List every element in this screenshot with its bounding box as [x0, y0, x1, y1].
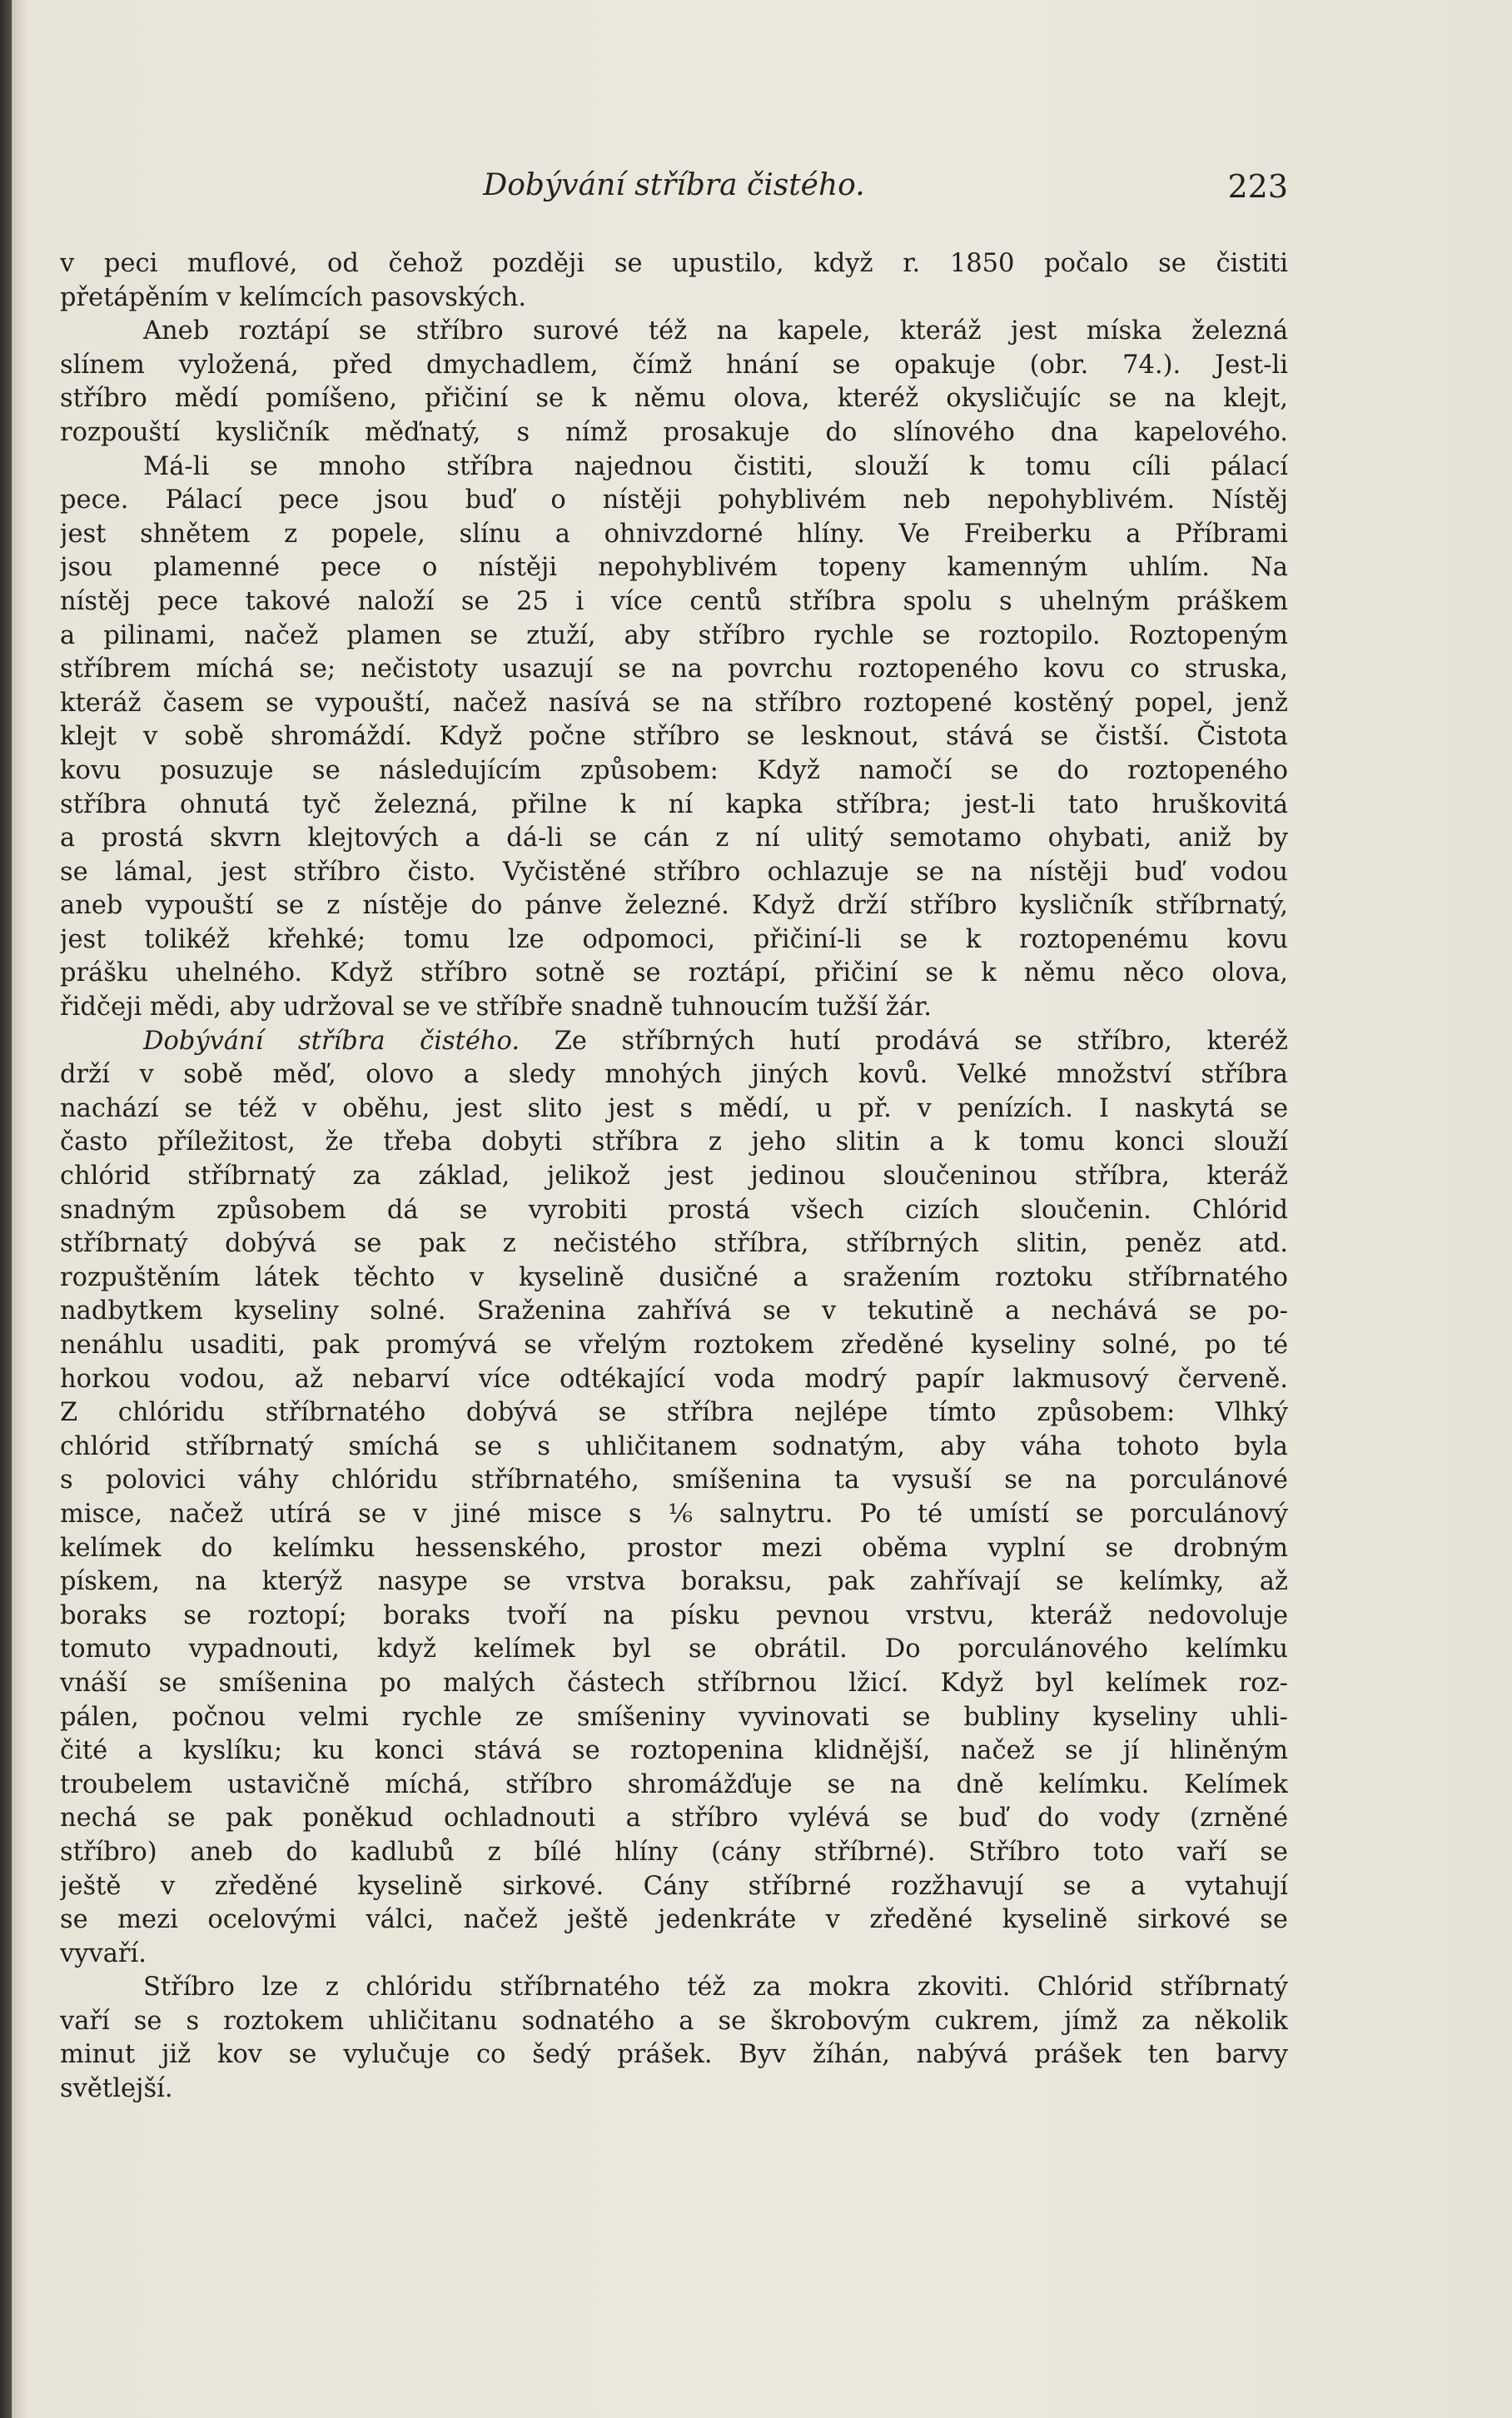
text-line: drží v sobě měď, olovo a sledy mnohých jiných kovů. Velké množství stříbra: [60, 1060, 1288, 1090]
text-line: snadným způsobem dá se vyrobiti prostá všech cizích sloučenin. Chlórid: [60, 1195, 1288, 1225]
text-line: jsou plamenné pece o nístěji nepohyblivém topeny kamenným uhlím. Na: [60, 553, 1288, 583]
text-line: chlórid stříbrnatý za základ, jelikož jest jedinou sloučeninou stříbra, kteráž: [60, 1162, 1288, 1192]
text-line: minut již kov se vylučuje co šedý prášek. Byv žíhán, nabývá prášek ten barvy: [60, 2040, 1288, 2070]
text-line: často příležitost, že třeba dobyti stříbra z jeho slitin a k tomu konci slouží: [60, 1127, 1288, 1157]
text-line: slínem vyložená, před dmychadlem, čímž hnání se opakuje (obr. 74.). Jest-li: [60, 350, 1288, 380]
text-line: stříbrem míchá se; nečistoty usazují se na povrchu roztopeného kovu co struska,: [60, 654, 1288, 684]
text-line: stříbro mědí pomíšeno, přičiní se k němu olova, kteréž okysličujíc se na klejt,: [60, 384, 1288, 414]
text-line: boraks se roztopí; boraks tvoří na písku pevnou vrstvu, kteráž nedovoluje: [60, 1600, 1288, 1630]
text-line: čité a kyslíku; ku konci stává se roztopenina klidnější, načež se jí hliněným: [60, 1736, 1288, 1766]
text-line: stříbra ohnutá tyč železná, přilne k ní kapka stříbra; jest-li tato hruškovitá: [60, 789, 1288, 819]
page-header: [60, 168, 1288, 218]
text-line: stříbrnatý dobývá se pak z nečistého stříbra, stříbrných slitin, peněz atd.: [60, 1229, 1288, 1259]
text-line: rozpuštěním látek těchto v kyselině dusičné a sražením roztoku stříbrnatého: [60, 1262, 1288, 1292]
text-line: aneb vypouští se z nístěje do pánve železné. Když drží stříbro kysličník stříbrnatý,: [60, 891, 1288, 921]
text-line: nadbytkem kyseliny solné. Sraženina zahřívá se v tekutině a nechává se po-: [60, 1296, 1288, 1326]
text-line: tomuto vypadnouti, když kelímek byl se obrátil. Do porculánového kelímku: [60, 1634, 1288, 1664]
text-line: Stříbro lze z chlóridu stříbrnatého též za mokra zkoviti. Chlórid stříbrnatý: [143, 1973, 1288, 2003]
text-line: vaří se s roztokem uhličitanu sodnatého a se škrobovým cukrem, jímž za několik: [60, 2006, 1288, 2036]
text-line: Má-li se mnoho stříbra najednou čistiti, slouží k tomu cíli pálací: [143, 451, 1288, 481]
text-line: nenáhlu usaditi, pak promývá se vřelým roztokem zředěné kyseliny solné, po té: [60, 1331, 1288, 1360]
text-line: klejt v sobě shromáždí. Když počne stříbro se lesknout, stává se čistší. Čistota: [60, 722, 1288, 752]
text-line: ještě v zředěné kyselině sirkové. Cány stříbrné rozžhavují se a vytahují: [60, 1871, 1288, 1901]
text-line: nachází se též v oběhu, jest slito jest s mědí, u př. v penízích. I naskytá se: [60, 1093, 1288, 1123]
text-line: se mezi ocelovými válci, načež ještě jedenkráte v zředěné kyselině sirkové se: [60, 1905, 1288, 1935]
text-line: vnáší se smíšenina po malých částech stříbrnou lžicí. Když byl kelímek roz-: [60, 1668, 1288, 1698]
text-line: chlórid stříbrnatý smíchá se s uhličitanem sodnatým, aby váha tohoto byla: [60, 1431, 1288, 1461]
body-text: [60, 247, 1288, 2107]
text-line: nístěj pece takové naloží se 25 i více centů stříbra spolu s uhelným práškem: [60, 586, 1288, 616]
text-line: prášku uhelného. Když stříbro sotně se roztápí, přičiní se k němu něco olova,: [60, 958, 1288, 988]
text-line: v peci muflové, od čehož později se upustilo, když r. 1850 počalo se čistiti: [60, 249, 1288, 278]
text-line: světlejší.: [60, 2074, 173, 2104]
section-heading: Dobývání stříbra čistého.: [143, 1026, 520, 1056]
page-number: 223: [1227, 168, 1288, 205]
text-line: kovu posuzuje se následujícím způsobem: Když namočí se do roztopeného: [60, 755, 1288, 785]
text-line: přetápěním v kelímcích pasovských.: [60, 282, 527, 312]
text-line: horkou vodou, až nebarví více odtékající voda modrý papír lakmusový červeně.: [60, 1364, 1288, 1394]
text-line: pece. Pálací pece jsou buď o nístěji pohyblivém neb nepohyblivém. Nístěj: [60, 485, 1288, 515]
text-line: pálen, počnou velmi rychle ze smíšeniny vyvinovati se bubliny kyseliny uhli-: [60, 1702, 1288, 1732]
text-line: misce, načež utírá se v jiné misce s ¹⁄₆ salnytru. Po té umístí se porculánový: [60, 1499, 1288, 1529]
text-line: s polovici váhy chlóridu stříbrnatého, smíšenina ta vysuší se na porculánové: [60, 1465, 1288, 1495]
book-spine-shadow: [0, 0, 12, 2418]
text-line: stříbro) aneb do kadlubů z bílé hlíny (cány stříbrné). Stříbro toto vaří se: [60, 1837, 1288, 1867]
text-line: [60, 1025, 1288, 1059]
text-line: pískem, na kterýž nasype se vrstva boraksu, pak zahřívají se kelímky, až: [60, 1567, 1288, 1597]
text-line: Z chlóridu stříbrnatého dobývá se stříbra nejlépe tímto způsobem: Vlhký: [60, 1398, 1288, 1428]
text-line: řidčeji mědi, aby udržoval se ve stříbře snadně tuhnoucím tužší žár.: [60, 993, 932, 1022]
text-line: troubelem ustavičně míchá, stříbro shromážďuje se na dně kelímku. Kelímek: [60, 1769, 1288, 1799]
text-line: kteráž časem se vypouští, načež nasívá se na stříbro roztopené kostěný popel, jenž: [60, 688, 1288, 718]
text-line: jest shnětem z popele, slínu a ohnivzdorné hlíny. Ve Freiberku a Příbrami: [60, 519, 1288, 549]
text-line: rozpouští kysličník měďnatý, s nímž prosakuje do slínového dna kapelového.: [60, 417, 1288, 447]
running-title: Dobývání stříbra čistého.: [483, 168, 865, 202]
text-line: jest tolikéž křehké; tomu lze odpomoci, přičiní-li se k roztopenému kovu: [60, 924, 1288, 954]
text-line: a prostá skvrn klejtových a dá-li se cán z ní ulitý semotamo ohybati, aniž by: [60, 823, 1288, 853]
text-line: nechá se pak poněkud ochladnouti a stříbro vylévá se buď do vody (zrněné: [60, 1804, 1288, 1833]
text-line: vyvaří.: [60, 1938, 147, 1968]
text-line: a pilinami, načež plamen se ztuží, aby stříbro rychle se roztopilo. Roztopeným: [60, 620, 1288, 650]
text-line: se lámal, jest stříbro čisto. Vyčistěné stříbro ochlazuje se na nístěji buď vodou: [60, 857, 1288, 887]
text-line: Aneb roztápí se stříbro surové též na kapele, kteráž jest míska železná: [143, 316, 1288, 346]
text-run: Ze stříbrných hutí prodává se stříbro, kteréž: [520, 1026, 1288, 1056]
text-line: kelímek do kelímku hessenského, prostor mezi oběma vyplní se drobným: [60, 1533, 1288, 1563]
